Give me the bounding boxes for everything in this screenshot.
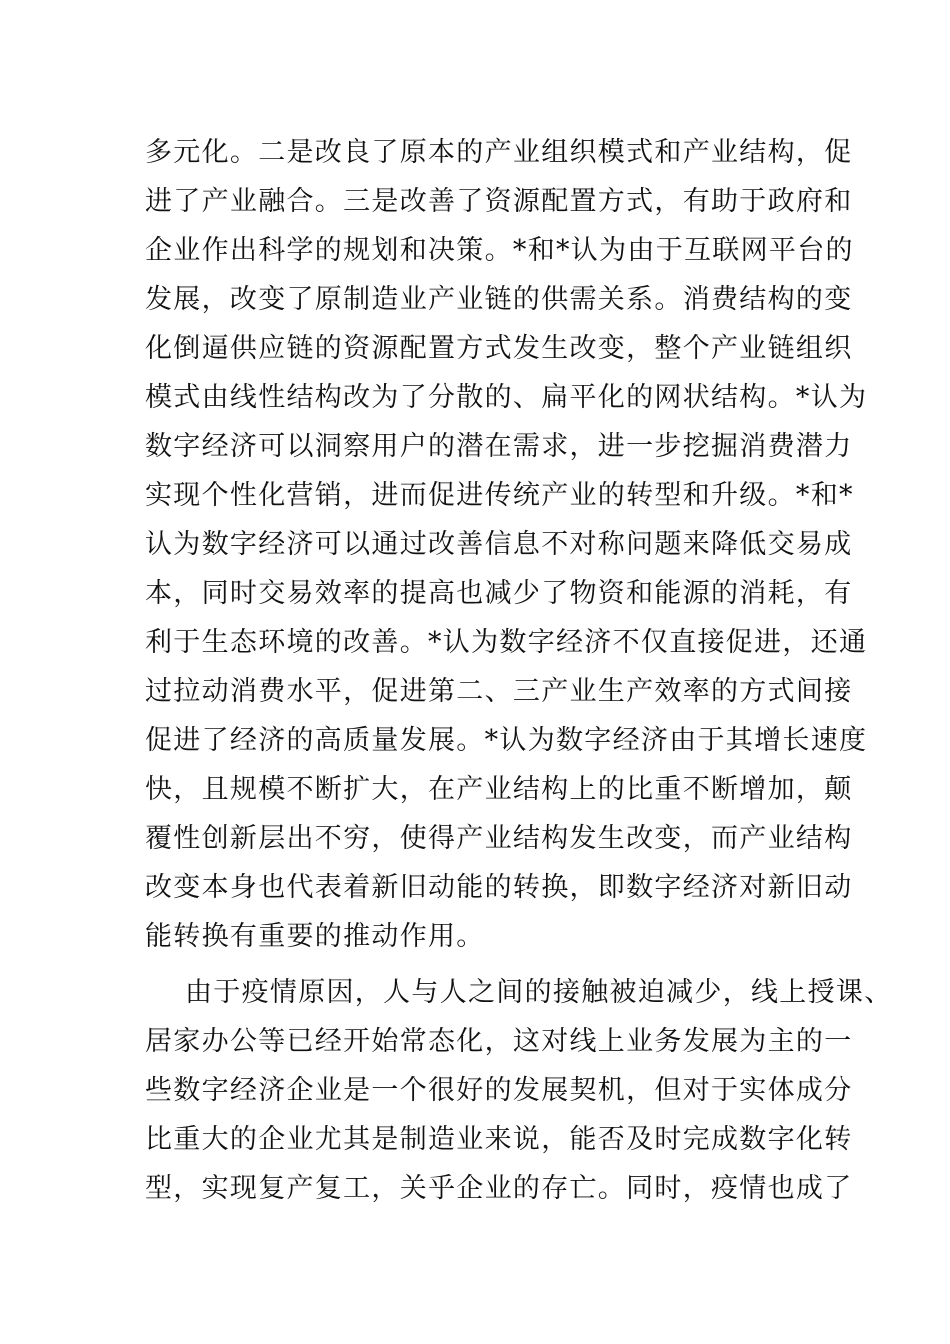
text-line: 快，且规模不断扩大，在产业结构上的比重不断增加，颠 (145, 774, 853, 805)
text-line: 多元化。二是改良了原本的产业组织模式和产业结构，促 (145, 137, 853, 168)
text-line: 模式由线性结构改为了分散的、扁平化的网状结构。*认为 (145, 382, 868, 413)
text-line: 发展，改变了原制造业产业链的供需关系。消费结构的变 (145, 284, 853, 315)
text-line: 些数字经济企业是一个很好的发展契机，但对于实体成分 (145, 1075, 853, 1106)
text-line: 利于生态环境的改善。*认为数字经济不仅直接促进，还通 (145, 627, 868, 658)
text-line: 化倒逼供应链的资源配置方式发生改变，整个产业链组织 (145, 333, 853, 364)
text-line: 认为数字经济可以通过改善信息不对称问题来降低交易成 (145, 529, 853, 560)
text-line: 过拉动消费水平，促进第二、三产业生产效率的方式间接 (145, 676, 853, 707)
text-line: 数字经济可以洞察用户的潜在需求，进一步挖掘消费潜力 (145, 431, 853, 462)
paragraph-1 (145, 128, 868, 961)
text-line: 型，实现复产复工，关乎企业的存亡。同时，疫情也成了 (145, 1173, 853, 1204)
text-line: 实现个性化营销，进而促进传统产业的转型和升级。*和* (145, 480, 854, 511)
paragraph-2 (145, 968, 893, 1213)
text-line: 比重大的企业尤其是制造业来说，能否及时完成数字化转 (145, 1124, 853, 1155)
text-line: 覆性创新层出不穷，使得产业结构发生改变，而产业结构 (145, 823, 853, 854)
text-line: 企业作出科学的规划和决策。*和*认为由于互联网平台的 (145, 235, 854, 266)
paragraph-spacer (145, 961, 845, 968)
text-line: 能转换有重要的推动作用。 (145, 921, 485, 952)
text-line: 本，同时交易效率的提高也减少了物资和能源的消耗，有 (145, 578, 853, 609)
document-body (145, 128, 893, 1213)
text-line: 促进了经济的高质量发展。*认为数字经济由于其增长速度 (145, 725, 868, 756)
text-line: 进了产业融合。三是改善了资源配置方式，有助于政府和 (145, 186, 853, 217)
text-line: 改变本身也代表着新旧动能的转换，即数字经济对新旧动 (145, 872, 853, 903)
text-line: 居家办公等已经开始常态化，这对线上业务发展为主的一 (145, 1026, 853, 1057)
text-line: 由于疫情原因，人与人之间的接触被迫减少，线上授课、 (185, 977, 893, 1008)
